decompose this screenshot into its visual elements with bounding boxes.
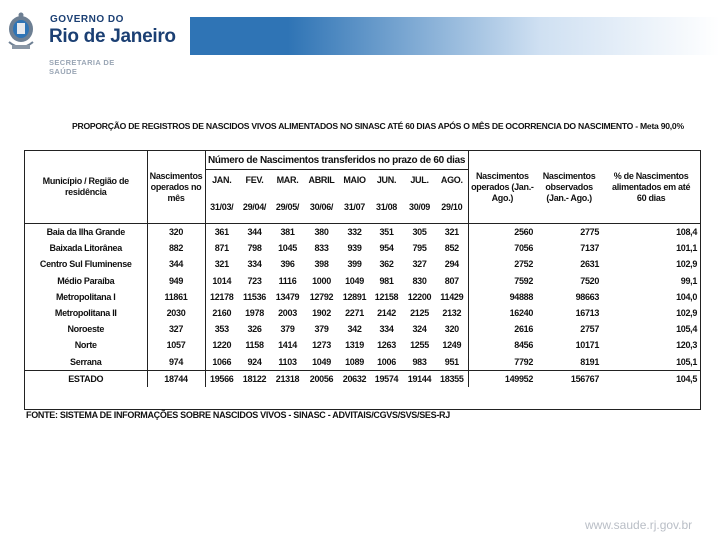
cell-observados: 2757 [580, 324, 600, 335]
cell-month: 1103 [278, 356, 297, 367]
cell-operados: 18744 [147, 370, 205, 387]
cell-month: 852 [444, 243, 459, 254]
cell-total: 8456 [468, 337, 536, 353]
cell-month: 380 [314, 227, 329, 238]
cell-percent: 102,9 [676, 308, 698, 319]
cell-month: 871 [205, 240, 238, 256]
brand-line1: GOVERNO DO [50, 14, 124, 25]
cell-month: 1255 [410, 340, 429, 351]
cell-month: 795 [412, 243, 427, 254]
cell-municipio: Metropolitana I [55, 291, 116, 302]
document-title: PROPORÇÃO DE REGISTROS DE NASCIDOS VIVOS ALIMENTADOS NO SINASC ATÉ 60 DIAS APÓS O MÊS DE OCORRENCIA DO NASCIMENTO - Meta 90,0% [72, 121, 684, 131]
month-header: AGO. [440, 175, 463, 186]
date-header: 30/06/ [304, 192, 339, 224]
date-header: 31/03/ [205, 192, 238, 224]
cell-month: 334 [247, 259, 262, 270]
cell-observados: 10171 [575, 340, 600, 351]
cell-total: 2616 [468, 321, 536, 337]
cell-month: 20632 [339, 370, 370, 387]
cell-percent: 102,9 [676, 259, 698, 270]
header-percent-line1: % de Nascimentos [613, 170, 689, 181]
table-row [25, 240, 700, 256]
cell-month: 334 [379, 324, 394, 335]
table-row [25, 321, 700, 337]
cell-observados: 16713 [575, 308, 600, 319]
cell-total: 7592 [468, 273, 536, 289]
header-observados-line2: observados [545, 181, 593, 192]
website-url: www.saude.rj.gov.br [585, 518, 693, 532]
coat-of-arms-icon [6, 12, 36, 54]
cell-total: 7056 [468, 240, 536, 256]
cell-month: 351 [379, 227, 394, 238]
header-operados-total [468, 151, 536, 224]
month-header: MAIO [343, 175, 366, 186]
cell-operados: 1057 [147, 337, 205, 353]
cell-month: 399 [347, 259, 362, 270]
header-operados [147, 151, 205, 224]
cell-month: 1220 [205, 337, 238, 353]
header-operados-line3: mês [167, 192, 185, 203]
source-note: FONTE: SISTEMA DE INFORMAÇÕES SOBRE NASCIDOS VIVOS - SINASC - ADVITAIS/CGVS/SVS/SES-RJ [26, 410, 450, 420]
cell-total: 94888 [468, 289, 536, 305]
cell-month: 1049 [312, 356, 331, 367]
table-row [25, 305, 700, 321]
cell-month: 833 [314, 243, 329, 254]
cell-percent: 108,4 [676, 227, 698, 238]
cell-total: 2560 [468, 224, 536, 241]
cell-month: 924 [247, 356, 262, 367]
cell-municipio: Noroeste [67, 324, 105, 335]
cell-month: 830 [412, 275, 427, 286]
table-row [25, 289, 700, 305]
cell-month: 305 [412, 227, 427, 238]
header-observados [536, 151, 602, 224]
cell-month: 1273 [312, 340, 331, 351]
cell-observados: 156767 [536, 370, 602, 387]
cell-total: 2752 [468, 256, 536, 272]
cell-operados: 344 [147, 256, 205, 272]
header-observados-line1: Nascimentos [542, 170, 596, 181]
cell-total: 149952 [468, 370, 536, 387]
cell-month: 326 [247, 324, 262, 335]
cell-month: 320 [444, 324, 459, 335]
cell-month: 379 [314, 324, 329, 335]
cell-month: 2142 [377, 308, 396, 319]
date-header: 31/07 [339, 192, 370, 224]
header-total-line2: operados (Jan.- [471, 181, 534, 192]
date-header: 30/09 [403, 192, 436, 224]
table-row [25, 273, 700, 289]
header-total-line3: Ago.) [491, 192, 514, 203]
month-header: MAR. [276, 175, 299, 186]
cell-municipio: Baia da Ilha Grande [46, 227, 125, 238]
cell-month: 807 [444, 275, 459, 286]
cell-month: 324 [412, 324, 427, 335]
cell-month: 294 [444, 259, 459, 270]
department-line2: SAÚDE [49, 67, 78, 76]
cell-month: 19566 [205, 370, 238, 387]
department-label [49, 58, 115, 76]
table-row [25, 354, 700, 371]
cell-operados: 327 [147, 321, 205, 337]
cell-month: 20056 [304, 370, 339, 387]
cell-month: 381 [280, 227, 295, 238]
cell-month: 2271 [345, 308, 364, 319]
cell-observados: 7137 [580, 243, 600, 254]
header-total-line1: Nascimentos [475, 170, 529, 181]
month-header: JUL. [410, 175, 429, 186]
cell-month: 321 [444, 227, 459, 238]
cell-month: 1319 [345, 340, 364, 351]
cell-total: 16240 [468, 305, 536, 321]
cell-month: 11536 [242, 291, 267, 302]
cell-operados: 2030 [147, 305, 205, 321]
date-header: 29/10 [436, 192, 468, 224]
cell-operados: 11861 [147, 289, 205, 305]
cell-month: 12158 [374, 291, 399, 302]
cell-municipio: Baixada Litorânea [49, 243, 122, 254]
cell-month: 1014 [205, 273, 238, 289]
cell-percent: 105,1 [676, 356, 698, 367]
cell-month: 1045 [278, 243, 297, 254]
cell-municipio: Médio Paraíba [57, 275, 115, 286]
header-municipio-line1: Município / Região de [42, 176, 129, 186]
header-observados-line3: (Jan.- Ago.) [546, 192, 592, 203]
date-header: 29/04/ [238, 192, 271, 224]
cell-operados: 974 [147, 354, 205, 371]
cell-observados: 7520 [580, 275, 600, 286]
table-row [25, 256, 700, 272]
cell-municipio: Metropolitana II [54, 308, 117, 319]
header-municipio-line2: residência [64, 187, 107, 197]
header-municipio [25, 151, 147, 224]
cell-month: 379 [280, 324, 295, 335]
cell-month: 11429 [440, 291, 464, 302]
cell-month: 13479 [275, 291, 300, 302]
cell-municipio: Centro Sul Fluminense [39, 259, 132, 270]
cell-month: 21318 [271, 370, 304, 387]
cell-month: 19144 [403, 370, 436, 387]
cell-observados: 2631 [580, 259, 600, 270]
cell-percent: 99,1 [680, 275, 698, 286]
cell-month: 1902 [312, 308, 331, 319]
cell-month: 18122 [238, 370, 271, 387]
header-percent [602, 151, 700, 224]
cell-month: 362 [379, 259, 394, 270]
date-header: 29/05/ [271, 192, 304, 224]
cell-month: 2003 [278, 308, 297, 319]
cell-month: 327 [412, 259, 427, 270]
cell-month: 12891 [342, 291, 367, 302]
date-header: 31/08 [370, 192, 403, 224]
cell-month: 2132 [442, 308, 462, 319]
cell-month: 344 [247, 227, 262, 238]
cell-percent: 104,0 [676, 291, 698, 302]
cell-month: 1006 [377, 356, 396, 367]
cell-month: 954 [379, 243, 394, 254]
cell-month: 1066 [205, 354, 238, 371]
month-header: JUN. [376, 175, 397, 186]
cell-percent: 101,1 [676, 243, 698, 254]
table-row [25, 224, 700, 241]
cell-month: 983 [412, 356, 427, 367]
cell-percent: 120,3 [676, 340, 698, 351]
cell-month: 1249 [442, 340, 462, 351]
table-body [25, 224, 700, 387]
cell-month: 12178 [205, 289, 238, 305]
cell-month: 1978 [245, 308, 264, 319]
cell-month: 1089 [345, 356, 364, 367]
cell-month: 321 [205, 256, 238, 272]
cell-month: 1158 [245, 340, 264, 351]
cell-month: 18355 [436, 370, 468, 387]
month-header: JAN. [205, 170, 238, 192]
cell-observados: 98663 [575, 291, 600, 302]
cell-percent: 105,4 [676, 324, 698, 335]
header-operados-line2: operados no [150, 181, 202, 192]
cell-month: 12792 [309, 291, 334, 302]
table-row [25, 337, 700, 353]
cell-month: 12200 [407, 291, 432, 302]
cell-month: 342 [347, 324, 362, 335]
cell-month: 951 [444, 356, 459, 367]
cell-month: 398 [314, 259, 329, 270]
cell-operados: 949 [147, 273, 205, 289]
cell-month: 1000 [312, 275, 331, 286]
month-header: ABRIL [308, 175, 335, 186]
department-line1: SECRETARIA DE [49, 58, 115, 67]
cell-month: 332 [347, 227, 362, 238]
month-header: FEV. [245, 175, 264, 186]
cell-observados: 2775 [580, 227, 600, 238]
cell-month: 1049 [345, 275, 364, 286]
cell-month: 939 [347, 243, 362, 254]
header-percent-line3: 60 dias [636, 192, 666, 203]
header-percent-line2: alimentados em até [612, 181, 691, 192]
data-table [24, 150, 701, 410]
header-group-title: Número de Nascimentos transferidos no prazo de 60 dias [205, 151, 468, 170]
cell-operados: 320 [147, 224, 205, 241]
cell-month: 723 [247, 275, 262, 286]
cell-month: 1263 [377, 340, 396, 351]
brand-line2: Rio de Janeiro [49, 26, 176, 47]
cell-month: 1414 [278, 340, 297, 351]
cell-municipio: Norte [74, 340, 97, 351]
cell-month: 396 [280, 259, 295, 270]
header-operados-line1: Nascimentos [149, 170, 203, 181]
cell-month: 353 [205, 321, 238, 337]
cell-total: 7792 [468, 354, 536, 371]
cell-percent: 104,5 [602, 370, 700, 387]
cell-month: 1116 [278, 275, 297, 286]
cell-month: 2125 [410, 308, 429, 319]
cell-operados: 882 [147, 240, 205, 256]
cell-month: 19574 [370, 370, 403, 387]
cell-month: 981 [379, 275, 394, 286]
cell-municipio: Serrana [70, 356, 102, 367]
cell-municipio: ESTADO [25, 370, 147, 387]
cell-month: 361 [205, 224, 238, 241]
cell-month: 798 [247, 243, 262, 254]
cell-observados: 8191 [580, 356, 600, 367]
table-total-row [25, 370, 700, 387]
cell-month: 2160 [205, 305, 238, 321]
